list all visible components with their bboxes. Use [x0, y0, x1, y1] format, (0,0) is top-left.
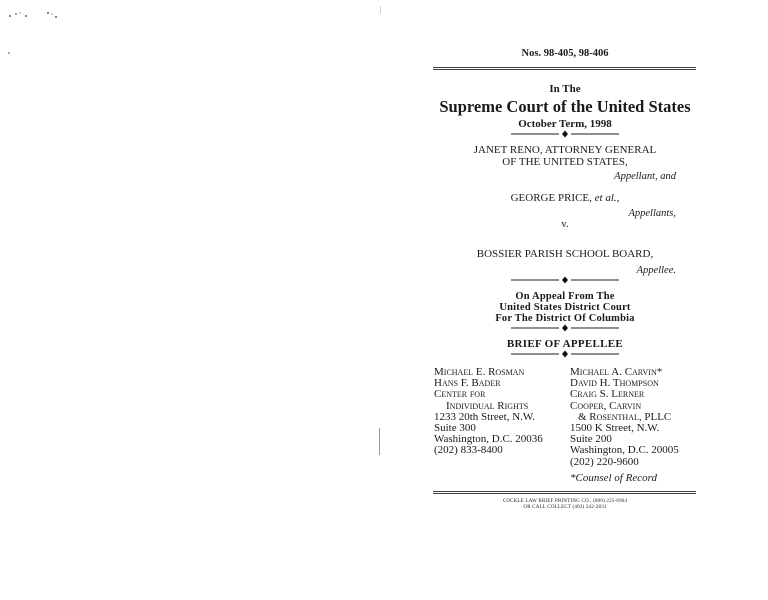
ornament-divider [511, 324, 619, 332]
counsel-left-block [434, 367, 543, 457]
ornament-divider [511, 350, 619, 358]
counsel-name: David H. Thompson [570, 377, 659, 390]
counsel-name: Michael A. Carvin* [570, 366, 663, 378]
appellant-name-line2: OF THE UNITED STATES, [502, 156, 628, 168]
printer-line-2: OR CALL COLLECT (402) 342-2831 [523, 505, 607, 510]
court-name: Supreme Court of the United States [439, 97, 691, 116]
appellants-name [430, 192, 700, 204]
scan-line-artifact [380, 6, 381, 14]
counsel-org: Individual Rights [446, 399, 529, 412]
counsel-address: Suite 300 [434, 422, 476, 435]
counsel-name: Michael E. Rosman [434, 366, 525, 378]
top-rule [433, 67, 696, 70]
counsel-phone: (202) 833-8400 [434, 444, 503, 457]
ornament-divider [511, 276, 619, 284]
counsel-address: 1233 20th Street, N.W. [434, 410, 536, 423]
term-line: October Term, 1998 [518, 118, 612, 130]
counsel-address: Washington, D.C. 20005 [570, 444, 679, 457]
versus: v. [561, 219, 569, 230]
binding-mark [379, 428, 380, 455]
appellee-role: Appellee. [636, 265, 676, 276]
in-the-heading: In The [549, 83, 581, 95]
appellants-et-al: et al., [594, 192, 620, 204]
appellee-name: BOSSIER PARISH SCHOOL BOARD, [476, 248, 654, 260]
appellant-role: Appellant, and [614, 171, 676, 182]
appellants-name-text: GEORGE PRICE, [510, 192, 592, 204]
ornament-divider [511, 130, 619, 138]
appellants-role: Appellants, [628, 208, 676, 219]
appeal-line-3: For The District Of Columbia [495, 313, 635, 324]
appeal-line-2: United States District Court [499, 302, 631, 313]
counsel-right-block [570, 367, 679, 484]
counsel-org: Center for [434, 388, 486, 401]
printer-line-1: COCKLE LAW BRIEF PRINTING CO., (800) 225-6964 [502, 499, 628, 504]
counsel-firm: Cooper, Carvin [570, 399, 642, 412]
counsel-phone: (202) 220-9600 [570, 455, 639, 468]
counsel-name: Hans F. Bader [434, 377, 501, 390]
counsel-address: Washington, D.C. 20036 [434, 433, 543, 446]
bottom-rule [433, 491, 696, 494]
appeal-line-1: On Appeal From The [515, 291, 615, 302]
counsel-firm: & Rosenthal, PLLC [578, 410, 672, 423]
counsel-address: 1500 K Street, N.W. [570, 422, 660, 435]
appellant-name-line1: JANET RENO, ATTORNEY GENERAL [473, 144, 657, 156]
counsel-name: Craig S. Lerner [570, 388, 645, 401]
brief-cover-page [430, 0, 700, 600]
brief-title: BRIEF OF APPELLEE [506, 338, 624, 350]
counsel-address: Suite 200 [570, 433, 612, 446]
counsel-of-record-note: *Counsel of Record [570, 471, 657, 484]
scan-specks [6, 10, 66, 60]
docket-number: Nos. 98-405, 98-406 [521, 48, 609, 59]
